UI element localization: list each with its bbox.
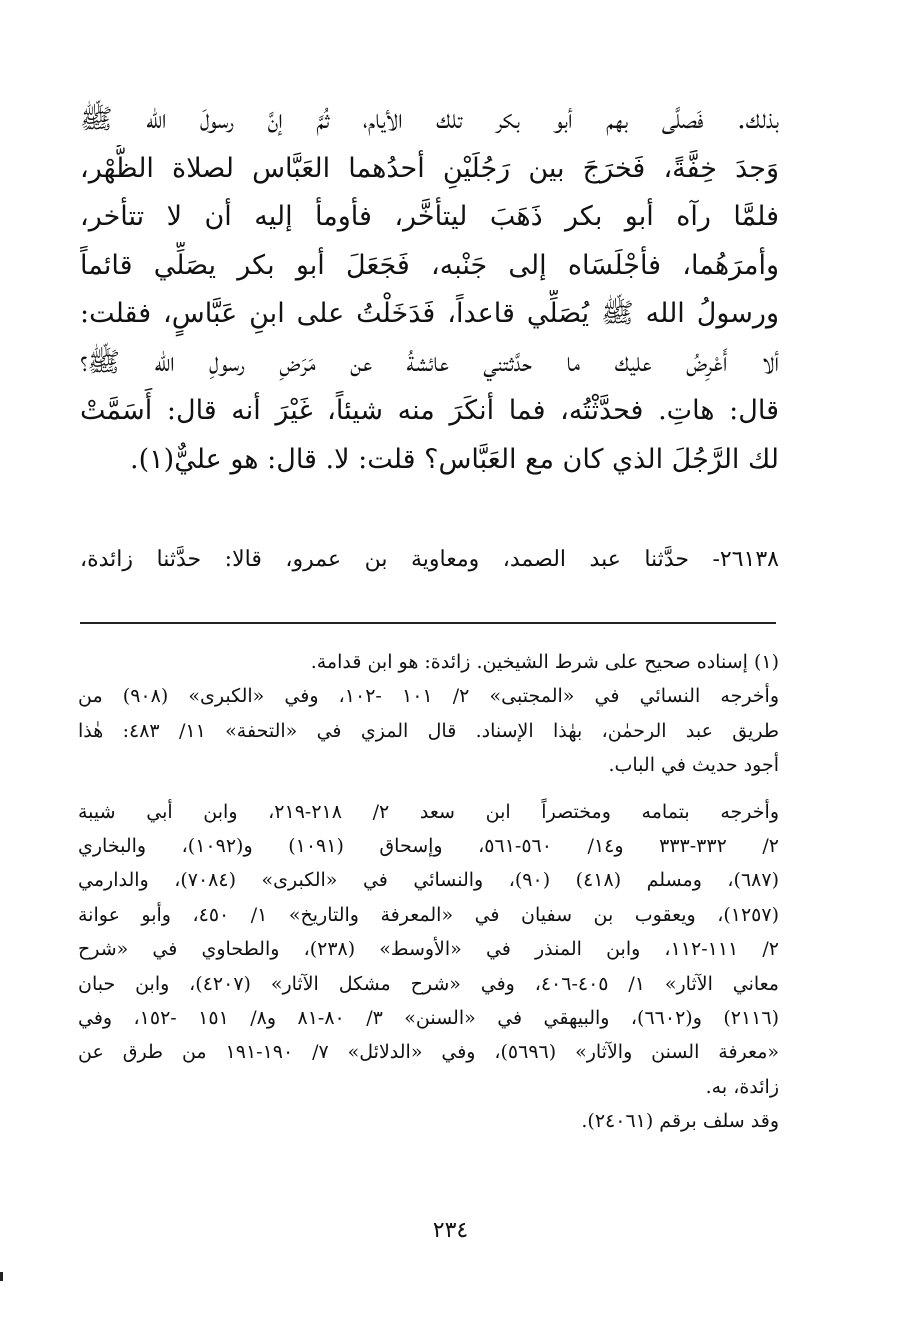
footnote-line: (٦٨٧)، ومسلم (٤١٨) (٩٠)، والنسائي في «الكبرى» (٧٠٨٤)، والدارمي (78, 869, 779, 892)
main-text-line: فلمَّا رآه أبو بكر ذَهَبَ ليتأخَّر، فأومأ إليه أن لا تتأخر، (80, 201, 779, 232)
next-hadith-opening: ٢٦١٣٨- حدَّثنا عبد الصمد، ومعاوية بن عمرو، قالا: حدَّثنا زائدة، (80, 547, 779, 572)
hadith-main-text (80, 96, 779, 484)
main-text-line: ألا أَعْرِضُ عليك ما حدَّثتني عائشةُ عن مَرَضِ رسولِ الله ﷺ؟ (80, 346, 779, 378)
main-text-line: لك الرَّجُلَ الذي كان مع العَبَّاس؟ قلت: لا. قال: هو عليٌّ(١). (130, 443, 779, 475)
footnote-paragraph (78, 795, 779, 1105)
main-text-line: بذلك. فَصلَّى بهم أبو بكر تلك الأيام، ثُمَّ إنَّ رسولَ الله ﷺ (80, 104, 779, 135)
footnote-line: زائدة، به. (705, 1075, 779, 1098)
footnote-paragraph (78, 679, 779, 782)
footnote-line: ٢/ ١١١-١١٢، وابن المنذر في «الأوسط» (٢٣٨)، والطحاوي في «شرح (78, 938, 779, 961)
scan-edge-mark (0, 1272, 3, 1281)
main-text-line: وَجدَ خِفَّةً، فَخرَجَ بين رَجُلَيْنِ أحدُهما العَبَّاس لصلاة الظُّهْر، (80, 152, 779, 184)
main-text-line: قال: هاتِ. فحدَّثْتُه، فما أنكَرَ منه شيئاً، غَيْرَ أنه قال: أَسَمَّتْ (80, 395, 779, 426)
page-number: ٢٣٤ (432, 1218, 469, 1243)
footnote-line: وقد سلف برقم (٢٤٠٦١). (581, 1110, 779, 1133)
main-text-line: ورسولُ الله ﷺ يُصَلِّي قاعداً، فَدَخَلْتُ على ابنِ عَبَّاسٍ، فقلت: (80, 298, 779, 329)
footnote-divider (80, 622, 776, 624)
footnote-line: «معرفة السنن والآثار» (٥٦٩٦)، وفي «الدلائل» ٧/ ١٩٠-١٩١ من طرق عن (78, 1041, 779, 1064)
footnote-line: أجود حديث في الباب. (608, 754, 779, 777)
footnote-paragraph (78, 645, 779, 679)
footnotes (78, 645, 779, 1139)
footnote-line: معاني الآثار» ١/ ٤٠٥-٤٠٦، وفي «شرح مشكل الآثار» (٤٢٠٧)، وابن حبان (78, 972, 779, 995)
footnote-line: وأخرجه بتمامه ومختصراً ابن سعد ٢/ ٢١٨-٢١٩، وابن أبي شيبة (78, 800, 779, 823)
footnote-paragraph (78, 1104, 779, 1138)
footnote-line: وأخرجه النسائي في «المجتبى» ٢/ ١٠١ -١٠٢، وفي «الكبرى» (٩٠٨) من (78, 685, 779, 708)
footnote-line: طريق عبد الرحمٰن، بهٰذا الإسناد. قال المزي في «التحفة» ١١/ ٤٨٣: هٰذا (78, 719, 779, 742)
main-text-line: وأمرَهُما، فأجْلَسَاه إلى جَنْبه، فَجَعَلَ أبو بكر يصَلِّي قائماً (80, 249, 779, 281)
footnote-line: ٢/ ٣٣٢-٣٣٣ و١٤/ ٥٦٠-٥٦١، وإسحاق (١٠٩١) و(١٠٩٢)، والبخاري (78, 835, 779, 858)
footnote-line: (١) إسناده صحيح على شرط الشيخين. زائدة: هو ابن قدامة. (310, 651, 779, 673)
footnote-line: (١٢٥٧)، ويعقوب بن سفيان في «المعرفة والتاريخ» ١/ ٤٥٠، وأبو عوانة (78, 903, 779, 926)
footnote-line: (٢١١٦) و(٦٦٠٢)، والبيهقي في «السنن» ٣/ ٨٠-٨١ و٨/ ١٥١ -١٥٢، وفي (78, 1007, 779, 1030)
